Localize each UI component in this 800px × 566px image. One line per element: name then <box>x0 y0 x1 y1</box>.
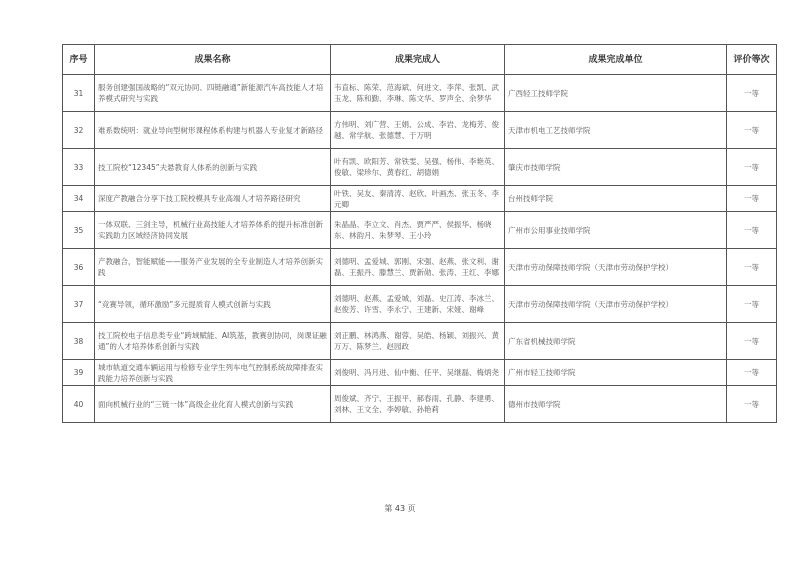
table-row <box>63 386 777 423</box>
table-row <box>63 360 777 386</box>
cell-no: 37 <box>63 286 95 323</box>
cell-grade: 一等 <box>727 386 777 423</box>
header-name: 成果名称 <box>95 45 331 75</box>
cell-no: 34 <box>63 186 95 212</box>
table-row <box>63 323 777 360</box>
cell-people: 刘德明、赵燕、孟爱城、刘磊、史江涛、李冰兰、赵俊芳、许雪、李永宁、王建新、宋娅、谢峰 <box>331 286 505 323</box>
cell-people: 方伟明、刘广营、王娟、公成、李岩、龙梅芳、俊越、常学航、张德慧、于万明 <box>331 112 505 149</box>
table-row <box>63 249 777 286</box>
results-table <box>62 44 777 423</box>
cell-no: 31 <box>63 75 95 112</box>
cell-grade: 一等 <box>727 249 777 286</box>
cell-unit: 广州市轻工技师学院 <box>505 360 727 386</box>
cell-grade: 一等 <box>727 286 777 323</box>
cell-name: 产教融合，智能赋能——服务产业发展的全专业制造人才培养创新实践 <box>95 249 331 286</box>
cell-people: 叶有凯、欧阳芳、常铁雯、吴强、杨伟、李艳英、俊敏、梁珍尔、黄春红、胡德娟 <box>331 149 505 186</box>
cell-unit: 广州市公用事业技师学院 <box>505 212 727 249</box>
cell-people: 朱晶晶、李立文、肖杰、贾严严、侯振华、杨晓东、林韵月、朱梦琴、王小玲 <box>331 212 505 249</box>
cell-no: 32 <box>63 112 95 149</box>
cell-grade: 一等 <box>727 75 777 112</box>
header-unit: 成果完成单位 <box>505 45 727 75</box>
cell-unit: 肇庆市技师学院 <box>505 149 727 186</box>
header-people: 成果完成人 <box>331 45 505 75</box>
cell-name: “竞赛导领，循环激励”多元提质育人模式创新与实践 <box>95 286 331 323</box>
cell-name: 深度产教融合分享下技工院校模具专业高端人才培养路径研究 <box>95 186 331 212</box>
cell-people: 刘俊明、冯月进、仙中衡、任平、吴继磊、梅炳尧 <box>331 360 505 386</box>
table-body <box>63 75 777 423</box>
table-row <box>63 149 777 186</box>
cell-unit: 广东省机械技师学院 <box>505 323 727 360</box>
cell-unit: 天津市劳动保障技师学院（天津市劳动保护学校） <box>505 249 727 286</box>
cell-unit: 德州市技师学院 <box>505 386 727 423</box>
cell-no: 39 <box>63 360 95 386</box>
cell-unit: 广西轻工技师学院 <box>505 75 727 112</box>
table-header-row <box>63 45 777 75</box>
cell-no: 40 <box>63 386 95 423</box>
table-row <box>63 286 777 323</box>
cell-grade: 一等 <box>727 323 777 360</box>
table-row <box>63 75 777 112</box>
cell-grade: 一等 <box>727 212 777 249</box>
cell-no: 36 <box>63 249 95 286</box>
cell-unit: 天津市劳动保障技师学院（天津市劳动保护学校） <box>505 286 727 323</box>
cell-unit: 天津市机电工艺技师学院 <box>505 112 727 149</box>
table-row <box>63 186 777 212</box>
cell-people: 刘德明、孟爱城、郭刚、宋强、赵燕、张文利、谢磊、王振丹、滕慧兰、贾新勋、张涛、王红、李娜 <box>331 249 505 286</box>
cell-grade: 一等 <box>727 360 777 386</box>
cell-people: 韦直标、陈荣、范海斌、何进文、李萍、张凯、武玉龙、陈和勤、李琳、陈文华、罗声全、余梦华 <box>331 75 505 112</box>
cell-no: 33 <box>63 149 95 186</box>
cell-people: 周俊斌、齐宁、王振平、郝春雨、孔静、李建勇、刘林、王文全、李婷敏、孙艳莉 <box>331 386 505 423</box>
cell-name: 技工院校电子信息类专业“跨域赋能、AI筑基，教赛创协同，岗课证融通”的人才培养体系创新与实践 <box>95 323 331 360</box>
cell-no: 38 <box>63 323 95 360</box>
cell-people: 叶铁、吴友、秦清涛、赵欣、叶画杰、张玉冬、李元卿 <box>331 186 505 212</box>
cell-unit: 台州技师学院 <box>505 186 727 212</box>
cell-name: 技工院校“12345”夫悬教育人体系的创新与实践 <box>95 149 331 186</box>
header-grade: 评价等次 <box>727 45 777 75</box>
cell-people: 刘正鹏、林鸿燕、谢蓉、吴皓、杨颖、刘振兴、黄万万、陈梦兰、赵园政 <box>331 323 505 360</box>
cell-grade: 一等 <box>727 149 777 186</box>
cell-grade: 一等 <box>727 186 777 212</box>
cell-name: 服务创建强国战略的“双元协同、四链融通”新能源汽车高技能人才培养模式研究与实践 <box>95 75 331 112</box>
page-number: 第 43 页 <box>384 504 416 513</box>
cell-grade: 一等 <box>727 112 777 149</box>
header-no: 序号 <box>63 45 95 75</box>
cell-name: 一体双联、三剑主导，机械行业高技能人才培养体系的提升标准创新实践助力区域经济协同发展 <box>95 212 331 249</box>
cell-name: 城市轨道交通车辆运用与检修专业学生列车电气控制系统故障排查实践能力培养创新与实践 <box>95 360 331 386</box>
table-row <box>63 212 777 249</box>
cell-name: 面向机械行业的“三链一体”高级企业化育人模式创新与实践 <box>95 386 331 423</box>
table-row <box>63 112 777 149</box>
cell-no: 35 <box>63 212 95 249</box>
cell-name: 难系数统明：就业导向型树形课程体系构建与机器人专业复才新路径 <box>95 112 331 149</box>
